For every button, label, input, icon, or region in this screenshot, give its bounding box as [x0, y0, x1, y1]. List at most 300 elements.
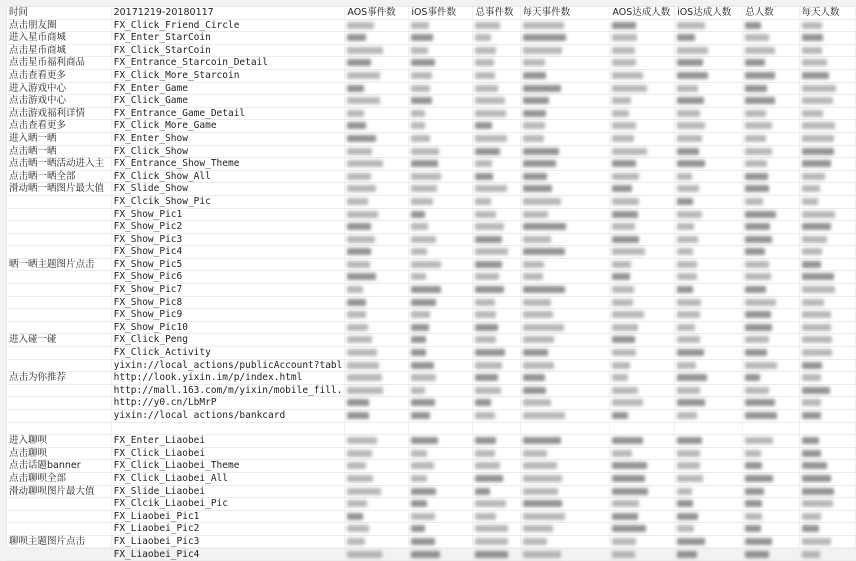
row-label-cell[interactable]: [7, 195, 111, 208]
row-label-cell[interactable]: 点击聊呗全部: [7, 472, 111, 485]
redacted-value-cell[interactable]: [743, 95, 799, 108]
redacted-value-cell[interactable]: [520, 145, 610, 158]
redacted-value-cell[interactable]: [610, 435, 675, 448]
redacted-value-cell[interactable]: [743, 296, 799, 309]
redacted-value-cell[interactable]: [345, 334, 409, 347]
event-name-cell[interactable]: FX_Clcik_Show_Pic: [111, 195, 345, 208]
redacted-value-cell[interactable]: [610, 208, 675, 221]
redacted-value-cell[interactable]: [520, 510, 610, 523]
redacted-value-cell[interactable]: [409, 120, 473, 133]
redacted-value-cell[interactable]: [520, 422, 610, 435]
event-name-cell[interactable]: FX_Click_Liaobei_Theme: [111, 460, 345, 473]
redacted-value-cell[interactable]: [743, 120, 799, 133]
redacted-value-cell[interactable]: [473, 44, 520, 57]
redacted-value-cell[interactable]: [799, 195, 855, 208]
event-name-cell[interactable]: FX_Click_Show_All: [111, 170, 345, 183]
redacted-value-cell[interactable]: [409, 69, 473, 82]
redacted-value-cell[interactable]: [743, 208, 799, 221]
redacted-value-cell[interactable]: [675, 347, 743, 360]
redacted-value-cell[interactable]: [473, 460, 520, 473]
redacted-value-cell[interactable]: [409, 19, 473, 32]
redacted-value-cell[interactable]: [345, 19, 409, 32]
redacted-value-cell[interactable]: [675, 309, 743, 322]
event-name-cell[interactable]: FX_Show_Pic3: [111, 233, 345, 246]
redacted-value-cell[interactable]: [799, 258, 855, 271]
redacted-value-cell[interactable]: [799, 372, 855, 385]
redacted-value-cell[interactable]: [345, 120, 409, 133]
redacted-value-cell[interactable]: [743, 359, 799, 372]
redacted-value-cell[interactable]: [520, 472, 610, 485]
redacted-value-cell[interactable]: [799, 82, 855, 95]
redacted-value-cell[interactable]: [743, 32, 799, 45]
redacted-value-cell[interactable]: [473, 233, 520, 246]
redacted-value-cell[interactable]: [799, 309, 855, 322]
redacted-value-cell[interactable]: [743, 221, 799, 234]
redacted-value-cell[interactable]: [610, 359, 675, 372]
redacted-value-cell[interactable]: [799, 334, 855, 347]
redacted-value-cell[interactable]: [345, 296, 409, 309]
redacted-value-cell[interactable]: [675, 498, 743, 511]
redacted-value-cell[interactable]: [675, 221, 743, 234]
redacted-value-cell[interactable]: [610, 170, 675, 183]
column-header[interactable]: 每天人数: [799, 7, 855, 19]
column-header[interactable]: AOS事件数: [345, 7, 409, 19]
redacted-value-cell[interactable]: [473, 82, 520, 95]
event-name-cell[interactable]: FX_Entrance_Starcoin_Detail: [111, 57, 345, 70]
row-label-cell[interactable]: [7, 347, 111, 360]
redacted-value-cell[interactable]: [675, 384, 743, 397]
redacted-value-cell[interactable]: [675, 334, 743, 347]
redacted-value-cell[interactable]: [799, 485, 855, 498]
redacted-value-cell[interactable]: [473, 32, 520, 45]
redacted-value-cell[interactable]: [345, 435, 409, 448]
redacted-value-cell[interactable]: [799, 183, 855, 196]
event-name-cell[interactable]: FX_Show_Pic5: [111, 258, 345, 271]
redacted-value-cell[interactable]: [409, 195, 473, 208]
row-label-cell[interactable]: [7, 321, 111, 334]
row-label-cell[interactable]: [7, 397, 111, 410]
redacted-value-cell[interactable]: [675, 246, 743, 259]
redacted-value-cell[interactable]: [473, 321, 520, 334]
redacted-value-cell[interactable]: [409, 334, 473, 347]
row-label-cell[interactable]: 点击聊呗: [7, 447, 111, 460]
redacted-value-cell[interactable]: [520, 372, 610, 385]
redacted-value-cell[interactable]: [610, 145, 675, 158]
redacted-value-cell[interactable]: [473, 309, 520, 322]
event-name-cell[interactable]: FX_Liaobei_Pic1: [111, 510, 345, 523]
row-label-cell[interactable]: 进入聊呗: [7, 435, 111, 448]
row-label-cell[interactable]: [7, 233, 111, 246]
redacted-value-cell[interactable]: [799, 359, 855, 372]
redacted-value-cell[interactable]: [345, 321, 409, 334]
redacted-value-cell[interactable]: [520, 284, 610, 297]
event-name-cell[interactable]: FX_Show_Pic6: [111, 271, 345, 284]
redacted-value-cell[interactable]: [473, 510, 520, 523]
redacted-value-cell[interactable]: [610, 19, 675, 32]
redacted-value-cell[interactable]: [799, 498, 855, 511]
redacted-value-cell[interactable]: [345, 246, 409, 259]
redacted-value-cell[interactable]: [799, 321, 855, 334]
redacted-value-cell[interactable]: [799, 460, 855, 473]
redacted-value-cell[interactable]: [610, 510, 675, 523]
redacted-value-cell[interactable]: [675, 284, 743, 297]
redacted-value-cell[interactable]: [520, 246, 610, 259]
redacted-value-cell[interactable]: [675, 32, 743, 45]
redacted-value-cell[interactable]: [473, 334, 520, 347]
redacted-value-cell[interactable]: [675, 120, 743, 133]
redacted-value-cell[interactable]: [675, 170, 743, 183]
event-name-cell[interactable]: FX_Click_Liaobei_All: [111, 472, 345, 485]
event-name-cell[interactable]: FX_Click_Show: [111, 145, 345, 158]
redacted-value-cell[interactable]: [743, 309, 799, 322]
redacted-value-cell[interactable]: [409, 397, 473, 410]
redacted-value-cell[interactable]: [345, 132, 409, 145]
redacted-value-cell[interactable]: [675, 548, 743, 561]
column-header[interactable]: 每天事件数: [520, 7, 610, 19]
redacted-value-cell[interactable]: [409, 422, 473, 435]
redacted-value-cell[interactable]: [610, 347, 675, 360]
row-label-cell[interactable]: [7, 384, 111, 397]
redacted-value-cell[interactable]: [345, 510, 409, 523]
event-name-cell[interactable]: FX_Click_Game: [111, 95, 345, 108]
redacted-value-cell[interactable]: [409, 296, 473, 309]
redacted-value-cell[interactable]: [799, 284, 855, 297]
redacted-value-cell[interactable]: [520, 321, 610, 334]
redacted-value-cell[interactable]: [520, 359, 610, 372]
redacted-value-cell[interactable]: [799, 523, 855, 536]
redacted-value-cell[interactable]: [799, 145, 855, 158]
redacted-value-cell[interactable]: [799, 69, 855, 82]
redacted-value-cell[interactable]: [409, 460, 473, 473]
row-label-cell[interactable]: [7, 246, 111, 259]
redacted-value-cell[interactable]: [520, 170, 610, 183]
redacted-value-cell[interactable]: [409, 485, 473, 498]
redacted-value-cell[interactable]: [409, 435, 473, 448]
redacted-value-cell[interactable]: [520, 410, 610, 423]
event-name-cell[interactable]: FX_Click_Activity: [111, 347, 345, 360]
redacted-value-cell[interactable]: [799, 170, 855, 183]
row-label-cell[interactable]: 点击游戏中心: [7, 95, 111, 108]
redacted-value-cell[interactable]: [345, 548, 409, 561]
redacted-value-cell[interactable]: [799, 246, 855, 259]
event-name-cell[interactable]: FX_Show_Pic4: [111, 246, 345, 259]
row-label-cell[interactable]: 点击查看更多: [7, 69, 111, 82]
redacted-value-cell[interactable]: [610, 485, 675, 498]
redacted-value-cell[interactable]: [743, 485, 799, 498]
event-name-cell[interactable]: yixin://local_actions/publicAccount?tabl: [111, 359, 345, 372]
row-label-cell[interactable]: 聊呗主题图片点击: [7, 535, 111, 548]
row-label-cell[interactable]: 进入游戏中心: [7, 82, 111, 95]
row-label-cell[interactable]: [7, 309, 111, 322]
redacted-value-cell[interactable]: [473, 170, 520, 183]
redacted-value-cell[interactable]: [345, 158, 409, 171]
redacted-value-cell[interactable]: [520, 221, 610, 234]
redacted-value-cell[interactable]: [345, 397, 409, 410]
redacted-value-cell[interactable]: [473, 208, 520, 221]
redacted-value-cell[interactable]: [610, 57, 675, 70]
redacted-value-cell[interactable]: [610, 44, 675, 57]
redacted-value-cell[interactable]: [473, 347, 520, 360]
redacted-value-cell[interactable]: [520, 233, 610, 246]
column-header[interactable]: 20171219-20180117: [111, 7, 345, 19]
row-label-cell[interactable]: [7, 296, 111, 309]
column-header[interactable]: iOS达成人数: [675, 7, 743, 19]
redacted-value-cell[interactable]: [799, 422, 855, 435]
event-name-cell[interactable]: FX_Click_More_Starcoin: [111, 69, 345, 82]
redacted-value-cell[interactable]: [743, 158, 799, 171]
redacted-value-cell[interactable]: [743, 535, 799, 548]
redacted-value-cell[interactable]: [409, 472, 473, 485]
redacted-value-cell[interactable]: [799, 32, 855, 45]
redacted-value-cell[interactable]: [409, 284, 473, 297]
redacted-value-cell[interactable]: [675, 258, 743, 271]
redacted-value-cell[interactable]: [610, 548, 675, 561]
event-name-cell[interactable]: http://look.yixin.im/p/index.html: [111, 372, 345, 385]
row-label-cell[interactable]: 进入碰一碰: [7, 334, 111, 347]
redacted-value-cell[interactable]: [473, 132, 520, 145]
event-name-cell[interactable]: FX_Liaobei_Pic3: [111, 535, 345, 548]
redacted-value-cell[interactable]: [743, 44, 799, 57]
event-name-cell[interactable]: FX_Show_Pic10: [111, 321, 345, 334]
redacted-value-cell[interactable]: [675, 410, 743, 423]
redacted-value-cell[interactable]: [345, 95, 409, 108]
redacted-value-cell[interactable]: [675, 19, 743, 32]
row-label-cell[interactable]: 点击朋友圈: [7, 19, 111, 32]
redacted-value-cell[interactable]: [409, 359, 473, 372]
column-header[interactable]: 总人数: [743, 7, 799, 19]
redacted-value-cell[interactable]: [610, 410, 675, 423]
redacted-value-cell[interactable]: [799, 158, 855, 171]
event-name-cell[interactable]: http://mall.163.com/m/yixin/mobile_fill.: [111, 384, 345, 397]
redacted-value-cell[interactable]: [610, 258, 675, 271]
column-header[interactable]: 总事件数: [473, 7, 520, 19]
redacted-value-cell[interactable]: [409, 95, 473, 108]
redacted-value-cell[interactable]: [610, 284, 675, 297]
redacted-value-cell[interactable]: [743, 69, 799, 82]
event-name-cell[interactable]: FX_Click_Peng: [111, 334, 345, 347]
redacted-value-cell[interactable]: [799, 132, 855, 145]
redacted-value-cell[interactable]: [743, 334, 799, 347]
redacted-value-cell[interactable]: [799, 472, 855, 485]
redacted-value-cell[interactable]: [345, 82, 409, 95]
redacted-value-cell[interactable]: [610, 32, 675, 45]
redacted-value-cell[interactable]: [409, 372, 473, 385]
row-label-cell[interactable]: [7, 523, 111, 536]
redacted-value-cell[interactable]: [743, 410, 799, 423]
event-name-cell[interactable]: FX_Show_Pic7: [111, 284, 345, 297]
row-label-cell[interactable]: 滑动晒一晒图片最大值: [7, 183, 111, 196]
redacted-value-cell[interactable]: [610, 460, 675, 473]
redacted-value-cell[interactable]: [799, 44, 855, 57]
event-name-cell[interactable]: FX_Slide_Show: [111, 183, 345, 196]
redacted-value-cell[interactable]: [409, 309, 473, 322]
event-name-cell[interactable]: [111, 422, 345, 435]
redacted-value-cell[interactable]: [345, 460, 409, 473]
redacted-value-cell[interactable]: [345, 498, 409, 511]
redacted-value-cell[interactable]: [520, 19, 610, 32]
redacted-value-cell[interactable]: [473, 498, 520, 511]
redacted-value-cell[interactable]: [473, 472, 520, 485]
redacted-value-cell[interactable]: [799, 19, 855, 32]
redacted-value-cell[interactable]: [799, 410, 855, 423]
redacted-value-cell[interactable]: [345, 535, 409, 548]
row-label-cell[interactable]: [7, 221, 111, 234]
redacted-value-cell[interactable]: [520, 548, 610, 561]
redacted-value-cell[interactable]: [675, 208, 743, 221]
redacted-value-cell[interactable]: [520, 498, 610, 511]
row-label-cell[interactable]: [7, 271, 111, 284]
redacted-value-cell[interactable]: [520, 183, 610, 196]
redacted-value-cell[interactable]: [345, 422, 409, 435]
redacted-value-cell[interactable]: [409, 44, 473, 57]
column-header[interactable]: iOS事件数: [409, 7, 473, 19]
redacted-value-cell[interactable]: [473, 384, 520, 397]
redacted-value-cell[interactable]: [473, 485, 520, 498]
redacted-value-cell[interactable]: [473, 422, 520, 435]
redacted-value-cell[interactable]: [473, 107, 520, 120]
redacted-value-cell[interactable]: [743, 19, 799, 32]
redacted-value-cell[interactable]: [799, 107, 855, 120]
row-label-cell[interactable]: [7, 510, 111, 523]
event-name-cell[interactable]: FX_Clcik_Liaobei_Pic: [111, 498, 345, 511]
row-label-cell[interactable]: 点击查看更多: [7, 120, 111, 133]
redacted-value-cell[interactable]: [520, 485, 610, 498]
redacted-value-cell[interactable]: [409, 107, 473, 120]
redacted-value-cell[interactable]: [743, 372, 799, 385]
redacted-value-cell[interactable]: [409, 132, 473, 145]
redacted-value-cell[interactable]: [345, 170, 409, 183]
row-label-cell[interactable]: 滑动聊呗图片最大值: [7, 485, 111, 498]
redacted-value-cell[interactable]: [409, 208, 473, 221]
redacted-value-cell[interactable]: [520, 69, 610, 82]
redacted-value-cell[interactable]: [675, 132, 743, 145]
redacted-value-cell[interactable]: [610, 447, 675, 460]
event-name-cell[interactable]: FX_Enter_Liaobei: [111, 435, 345, 448]
redacted-value-cell[interactable]: [409, 246, 473, 259]
redacted-value-cell[interactable]: [409, 347, 473, 360]
event-name-cell[interactable]: FX_Slide_Liaobei: [111, 485, 345, 498]
redacted-value-cell[interactable]: [520, 535, 610, 548]
redacted-value-cell[interactable]: [345, 32, 409, 45]
event-name-cell[interactable]: FX_Liaobei_Pic4: [111, 548, 345, 561]
redacted-value-cell[interactable]: [473, 284, 520, 297]
redacted-value-cell[interactable]: [473, 195, 520, 208]
redacted-value-cell[interactable]: [743, 435, 799, 448]
row-label-cell[interactable]: [7, 498, 111, 511]
redacted-value-cell[interactable]: [473, 145, 520, 158]
redacted-value-cell[interactable]: [610, 321, 675, 334]
event-name-cell[interactable]: FX_Enter_Game: [111, 82, 345, 95]
row-label-cell[interactable]: 点击游戏福利详情: [7, 107, 111, 120]
redacted-value-cell[interactable]: [409, 32, 473, 45]
redacted-value-cell[interactable]: [610, 158, 675, 171]
event-name-cell[interactable]: FX_Show_Pic2: [111, 221, 345, 234]
redacted-value-cell[interactable]: [743, 548, 799, 561]
redacted-value-cell[interactable]: [675, 435, 743, 448]
redacted-value-cell[interactable]: [610, 472, 675, 485]
redacted-value-cell[interactable]: [520, 158, 610, 171]
redacted-value-cell[interactable]: [473, 258, 520, 271]
event-name-cell[interactable]: FX_Show_Pic8: [111, 296, 345, 309]
redacted-value-cell[interactable]: [345, 284, 409, 297]
redacted-value-cell[interactable]: [799, 221, 855, 234]
redacted-value-cell[interactable]: [610, 107, 675, 120]
redacted-value-cell[interactable]: [743, 107, 799, 120]
redacted-value-cell[interactable]: [345, 258, 409, 271]
redacted-value-cell[interactable]: [610, 82, 675, 95]
redacted-value-cell[interactable]: [520, 57, 610, 70]
redacted-value-cell[interactable]: [409, 535, 473, 548]
redacted-value-cell[interactable]: [675, 510, 743, 523]
redacted-value-cell[interactable]: [409, 258, 473, 271]
redacted-value-cell[interactable]: [345, 107, 409, 120]
redacted-value-cell[interactable]: [610, 523, 675, 536]
redacted-value-cell[interactable]: [675, 372, 743, 385]
redacted-value-cell[interactable]: [743, 82, 799, 95]
redacted-value-cell[interactable]: [345, 410, 409, 423]
redacted-value-cell[interactable]: [610, 296, 675, 309]
redacted-value-cell[interactable]: [610, 221, 675, 234]
event-name-cell[interactable]: FX_Show_Pic9: [111, 309, 345, 322]
redacted-value-cell[interactable]: [799, 296, 855, 309]
redacted-value-cell[interactable]: [610, 195, 675, 208]
redacted-value-cell[interactable]: [610, 397, 675, 410]
redacted-value-cell[interactable]: [409, 548, 473, 561]
redacted-value-cell[interactable]: [675, 44, 743, 57]
redacted-value-cell[interactable]: [799, 120, 855, 133]
redacted-value-cell[interactable]: [473, 535, 520, 548]
redacted-value-cell[interactable]: [345, 57, 409, 70]
redacted-value-cell[interactable]: [520, 384, 610, 397]
redacted-value-cell[interactable]: [520, 82, 610, 95]
redacted-value-cell[interactable]: [743, 447, 799, 460]
redacted-value-cell[interactable]: [473, 120, 520, 133]
redacted-value-cell[interactable]: [675, 82, 743, 95]
redacted-value-cell[interactable]: [473, 69, 520, 82]
redacted-value-cell[interactable]: [345, 271, 409, 284]
redacted-value-cell[interactable]: [345, 44, 409, 57]
row-label-cell[interactable]: 进入星币商城: [7, 32, 111, 45]
redacted-value-cell[interactable]: [743, 170, 799, 183]
redacted-value-cell[interactable]: [743, 271, 799, 284]
redacted-value-cell[interactable]: [409, 271, 473, 284]
redacted-value-cell[interactable]: [409, 57, 473, 70]
redacted-value-cell[interactable]: [520, 95, 610, 108]
redacted-value-cell[interactable]: [409, 498, 473, 511]
redacted-value-cell[interactable]: [799, 347, 855, 360]
redacted-value-cell[interactable]: [799, 397, 855, 410]
redacted-value-cell[interactable]: [610, 334, 675, 347]
redacted-value-cell[interactable]: [610, 183, 675, 196]
row-label-cell[interactable]: 进入晒一晒: [7, 132, 111, 145]
row-label-cell[interactable]: 点击话题banner: [7, 460, 111, 473]
redacted-value-cell[interactable]: [473, 435, 520, 448]
redacted-value-cell[interactable]: [675, 321, 743, 334]
redacted-value-cell[interactable]: [675, 69, 743, 82]
redacted-value-cell[interactable]: [520, 523, 610, 536]
event-name-cell[interactable]: FX_Entrance_Game_Detail: [111, 107, 345, 120]
redacted-value-cell[interactable]: [409, 447, 473, 460]
redacted-value-cell[interactable]: [409, 384, 473, 397]
redacted-value-cell[interactable]: [743, 321, 799, 334]
redacted-value-cell[interactable]: [520, 296, 610, 309]
redacted-value-cell[interactable]: [345, 69, 409, 82]
redacted-value-cell[interactable]: [409, 510, 473, 523]
redacted-value-cell[interactable]: [610, 95, 675, 108]
row-label-cell[interactable]: 点击晒一晒: [7, 145, 111, 158]
redacted-value-cell[interactable]: [345, 221, 409, 234]
redacted-value-cell[interactable]: [610, 384, 675, 397]
